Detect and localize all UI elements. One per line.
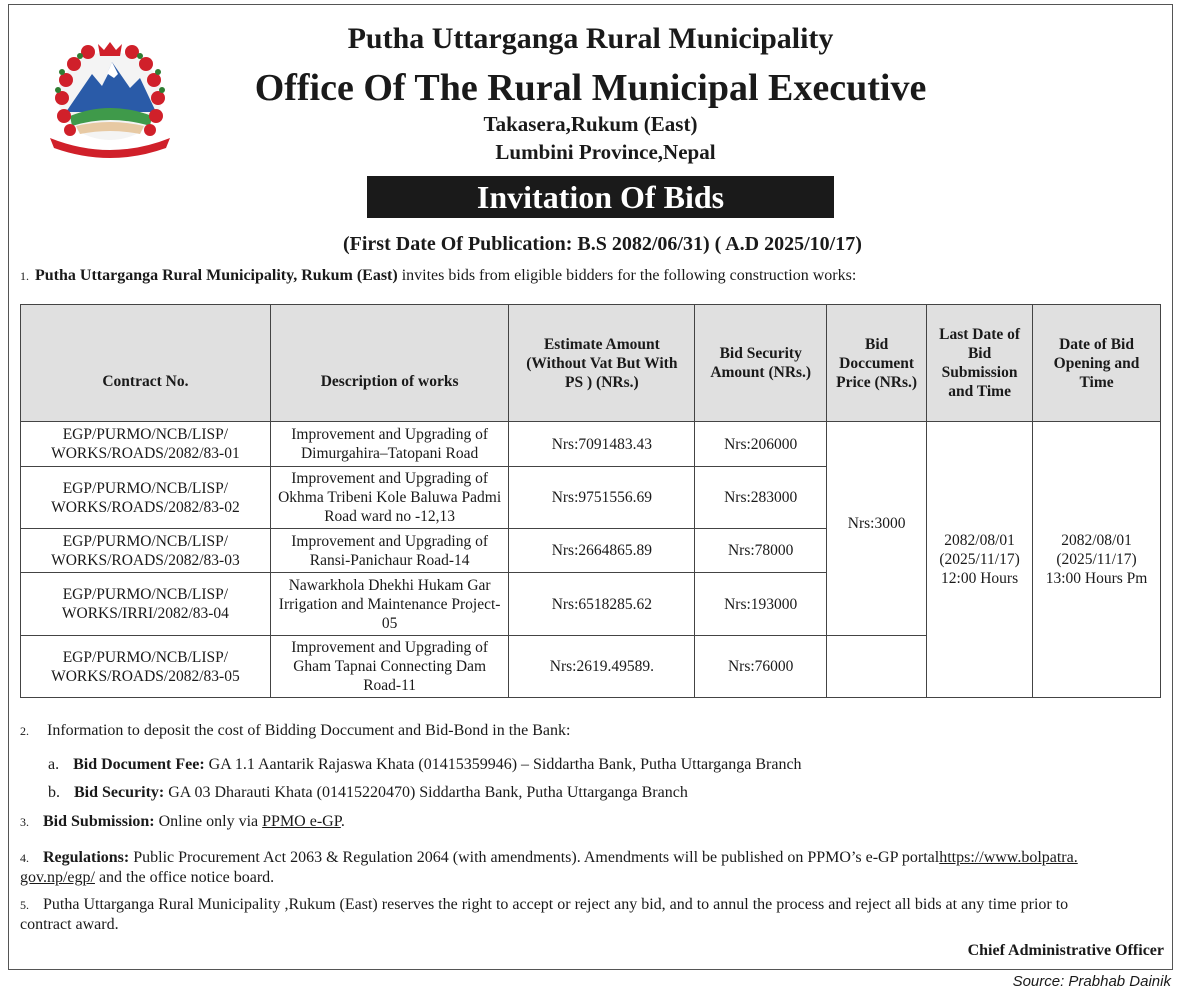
office-title: Office Of The Rural Municipal Executive bbox=[254, 67, 927, 109]
bolpatra-link[interactable]: https://www.bolpatra. gov.np/egp/ bbox=[20, 849, 1078, 886]
publication-date: (First Date Of Publication: B.S 2082/06/31) ( A.D 2025/10/17) bbox=[343, 233, 862, 255]
header-estimate-amount: Estimate Amount (Without Vat But With PS ) (NRs.) bbox=[509, 305, 695, 422]
source-credit: Source: Prabhab Dainik bbox=[1012, 973, 1171, 990]
estimate-cell: Nrs:9751556.69 bbox=[509, 467, 695, 529]
rights-paragraph: 5. Putha Uttarganga Rural Municipality ,Rukum (East) reserves the right to accept or reject any bid, and to annul the process and reject all bids at any time prior to contract award. bbox=[20, 896, 1069, 933]
header-bid-security: Bid Security Amount (NRs.) bbox=[695, 305, 827, 422]
contract-no-cell: EGP/PURMO/NCB/LISP/ WORKS/ROADS/2082/83-01 bbox=[21, 422, 271, 467]
contract-no-cell: EGP/PURMO/NCB/LISP/ WORKS/ROADS/2082/83-05 bbox=[21, 636, 271, 698]
description-cell: Improvement and Upgrading of Dimurgahira–Tatopani Road bbox=[270, 422, 509, 467]
contract-no-cell: EGP/PURMO/NCB/LISP/ WORKS/ROADS/2082/83-03 bbox=[21, 529, 271, 573]
header-last-date: Last Date of Bid Submission and Time bbox=[927, 305, 1033, 422]
description-cell: Improvement and Upgrading of Gham Tapnai Connecting Dam Road-11 bbox=[270, 636, 509, 698]
security-cell: Nrs:76000 bbox=[695, 636, 827, 698]
header-document-price: Bid Doccument Price (NRs.) bbox=[827, 305, 927, 422]
contract-no-cell: EGP/PURMO/NCB/LISP/ WORKS/IRRI/2082/83-04 bbox=[21, 573, 271, 636]
header-description: Description of works bbox=[270, 305, 509, 422]
security-cell: Nrs:193000 bbox=[695, 573, 827, 636]
table-row bbox=[21, 422, 1161, 467]
security-cell: Nrs:283000 bbox=[695, 467, 827, 529]
description-cell: Nawarkhola Dhekhi Hukam Gar Irrigation and Maintenance Project-05 bbox=[270, 573, 509, 636]
description-cell: Improvement and Upgrading of Ransi-Panichaur Road-14 bbox=[270, 529, 509, 573]
opening-date-cell: 2082/08/01 (2025/11/17) 13:00 Hours Pm bbox=[1033, 422, 1161, 698]
estimate-cell: Nrs:2664865.89 bbox=[509, 529, 695, 573]
intro-paragraph bbox=[20, 267, 856, 285]
bids-table bbox=[20, 304, 1161, 698]
last-date-cell: 2082/08/01 (2025/11/17) 12:00 Hours bbox=[927, 422, 1033, 698]
document-price-empty-cell bbox=[827, 636, 927, 698]
address-line-1: Takasera,Rukum (East) bbox=[483, 112, 698, 136]
municipality-name: Putha Uttarganga Rural Municipality bbox=[347, 22, 834, 55]
regulations-paragraph: 4. Regulations: Public Procurement Act 2063 & Regulation 2064 (with amendments). Amendments will be published on PPMO’s e-GP portalhttps://www.bolpatra. gov.np/egp/ and the office notice board. bbox=[20, 849, 1078, 886]
bid-submission-line: 3. Bid Submission: Online only via PPMO e-GP. bbox=[20, 813, 345, 830]
intro-text: invites bids from eligible bidders for the following construction works: bbox=[397, 267, 857, 284]
estimate-cell: Nrs:6518285.62 bbox=[509, 573, 695, 636]
invitation-banner: Invitation Of Bids bbox=[367, 176, 834, 218]
intro-bold: Putha Uttarganga Rural Municipality, Rukum (East) bbox=[35, 267, 398, 284]
item-number: 1. bbox=[20, 269, 29, 283]
document-price-cell: Nrs:3000 bbox=[827, 422, 927, 636]
bid-document-fee-line: a. Bid Document Fee: GA 1.1 Aantarik Rajaswa Khata (01415359946) – Siddartha Bank, Putha Uttarganga Branch bbox=[48, 756, 802, 773]
estimate-cell: Nrs:7091483.43 bbox=[509, 422, 695, 467]
header-contract-no: Contract No. bbox=[21, 305, 271, 422]
estimate-cell: Nrs:2619.49589. bbox=[509, 636, 695, 698]
contract-no-cell: EGP/PURMO/NCB/LISP/ WORKS/ROADS/2082/83-02 bbox=[21, 467, 271, 529]
header-opening-date: Date of Bid Opening and Time bbox=[1033, 305, 1161, 422]
security-cell: Nrs:78000 bbox=[695, 529, 827, 573]
bank-info-paragraph: 2. Information to deposit the cost of Bidding Doccument and Bid-Bond in the Bank: bbox=[20, 722, 571, 739]
signature-title: Chief Administrative Officer bbox=[967, 942, 1164, 959]
table-header-row bbox=[21, 305, 1161, 422]
address-line-2: Lumbini Province,Nepal bbox=[495, 140, 716, 164]
security-cell: Nrs:206000 bbox=[695, 422, 827, 467]
bid-security-line: b. Bid Security: GA 03 Dharauti Khata (01415220470) Siddartha Bank, Putha Uttarganga Branch bbox=[48, 784, 688, 801]
ppmo-egp-link[interactable]: PPMO e-GP bbox=[262, 813, 341, 830]
description-cell: Improvement and Upgrading of Okhma Tribeni Kole Baluwa Padmi Road ward no -12,13 bbox=[270, 467, 509, 529]
